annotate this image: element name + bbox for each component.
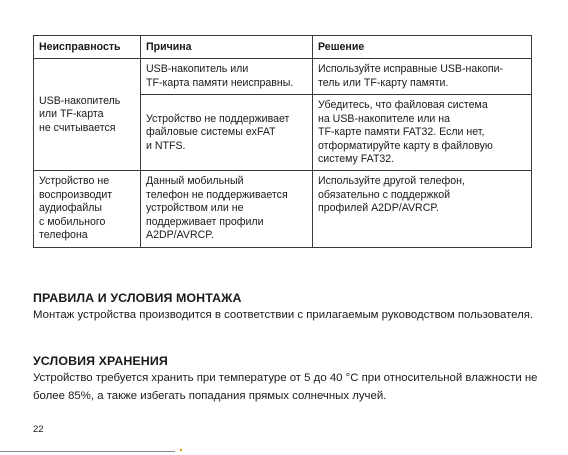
- page-number: 22: [33, 424, 44, 435]
- bottom-divider: [0, 451, 175, 452]
- header-fault: Неисправность: [34, 36, 141, 59]
- cause-filesystem-unsupported: Устройство не поддерживает файловые системы exFAT и NTFS.: [141, 95, 313, 171]
- table-header-row: [34, 36, 532, 59]
- solution-format-fat32: Убедитесь, что файловая система на USB-накопителе или на TF-карте памяти FAT32. Если нет, отформатируйте карту в файловую систему FAT32.: [313, 95, 532, 171]
- storage-text: Устройство требуется хранить при температуре от 5 до 40 °С при относительной влажности не более 85%, а также избегать попадания прямых солнечных лучей.: [33, 372, 538, 402]
- cause-usb-faulty: USB-накопитель или TF-карта памяти неисправны.: [141, 59, 313, 95]
- bottom-mark: [180, 449, 182, 451]
- installation-section: [33, 291, 543, 325]
- table-row: [34, 59, 532, 95]
- header-solution: Решение: [313, 36, 532, 59]
- cause-phone-unsupported: Данный мобильный телефон не поддерживается устройством или не поддерживает профили A2DP/AVRCP.: [141, 171, 313, 248]
- storage-heading: УСЛОВИЯ ХРАНЕНИЯ: [33, 354, 168, 368]
- header-cause: Причина: [141, 36, 313, 59]
- fault-usb-not-read: USB-накопитель или TF-карта не считывается: [34, 59, 141, 171]
- solution-other-phone: Используйте другой телефон, обязательно с поддержкой профилей A2DP/AVRCP.: [313, 171, 532, 248]
- storage-section: [33, 354, 543, 405]
- fault-phone-audio: Устройство не воспроизводит аудиофайлы с мобильного телефона: [34, 171, 141, 248]
- table-row: [34, 171, 532, 248]
- solution-usb-faulty: Используйте исправные USB-накопи- тель или TF-карту памяти.: [313, 59, 532, 95]
- installation-heading: ПРАВИЛА И УСЛОВИЯ МОНТАЖА: [33, 291, 242, 305]
- installation-text: Монтаж устройства производится в соответствии с прилагаемым руководством пользователя.: [33, 309, 534, 321]
- troubleshooting-table: [33, 35, 532, 248]
